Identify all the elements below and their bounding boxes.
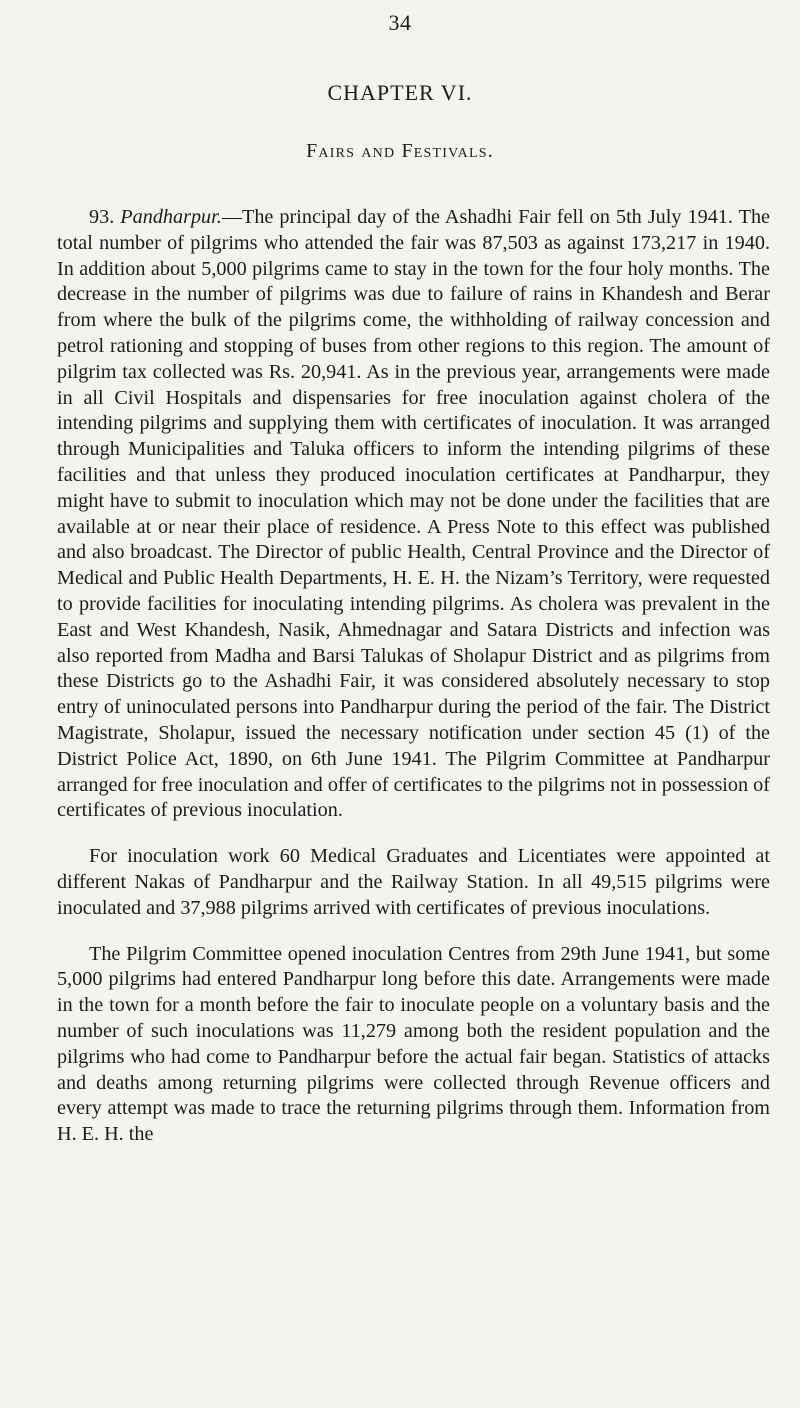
page-number: 34 <box>388 10 412 35</box>
body-text <box>57 205 770 1168</box>
paragraph-inoculation-work: For inoculation work 60 Medical Graduates and Licentiates were appointed at different Nakas of Pandharpur and the Railway Station. In all 49,515 pilgrims were inoculated and 37,988 pilgrims arrived with certificates of previous inoculations. <box>57 845 770 919</box>
section-title: Fairs and Festivals. <box>306 140 494 162</box>
paragraph-93 <box>57 205 770 824</box>
paragraph-pilgrim-committee: The Pilgrim Committee opened inoculation Centres from 29th June 1941, but some 5,000 pilgrims had entered Pandharpur long before this date. Arrangements were made in the town for a month before the fair to inoculate people on a voluntary basis and the number of such inoculations was 11,279 among both the resident population and the pilgrims who had come to Pandharpur before the actual fair began. Statistics of attacks and deaths among returning pilgrims were collected through Revenue officers and every attempt was made to trace the returning pilgrims through them. Information from H. E. H. the <box>57 942 770 1146</box>
place-heading: Pandharpur. <box>120 206 222 228</box>
chapter-heading: CHAPTER VI. <box>327 80 473 105</box>
paragraph-number: 93. <box>89 206 115 228</box>
paragraph-text: —The principal day of the Ashadhi Fair fell on 5th July 1941. The total number of pilgrims who attended the fair was 87,503 as against 173,217 in 1940. In addition about 5,000 pilgrims came to stay in the town for the four holy months. The decrease in the number of pilgrims was due to failure of rains in Khandesh and Berar from where the bulk of the pilgrims come, the withholding of railway concession and petrol rationing and stopping of buses from other regions to this region. The amount of pilgrim tax collected was Rs. 20,941. As in the previous year, arrangements were made in all Civil Hospitals and dispensaries for free inoculation against cholera of the intending pilgrims and supplying them with certificates of inoculation. It was arranged through Municipalities and Taluka officers to inform the intending pilgrims of these facilities and that unless they produced inoculation certificates at Pandharpur, they might have to submit to inoculation which may not be done under the facilities that are available at or near their place of residence. A Press Note to this effect was published and also broadcast. The Director of public Health, Central Province and the Director of Medical and Public Health Departments, H. E. H. the Nizam’s Territory, were requested to provide facilities for inoculating intending pilgrims. As cholera was prevalent in the East and West Khandesh, Nasik, Ahmednagar and Satara Districts and infection was also reported from Madha and Barsi Talukas of Sholapur District and as pilgrims from these Districts go to the Ashadhi Fair, it was considered absolutely necessary to stop entry of uninoculated persons into Pandharpur during the period of the fair. The District Magistrate, Sholapur, issued the necessary notification under section 45 (1) of the District Police Act, 1890, on 6th June 1941. The Pilgrim Committee at Pandharpur arranged for free inoculation and offer of certificates to the pilgrims not in possession of certificates of previous inoculation. <box>57 206 771 822</box>
